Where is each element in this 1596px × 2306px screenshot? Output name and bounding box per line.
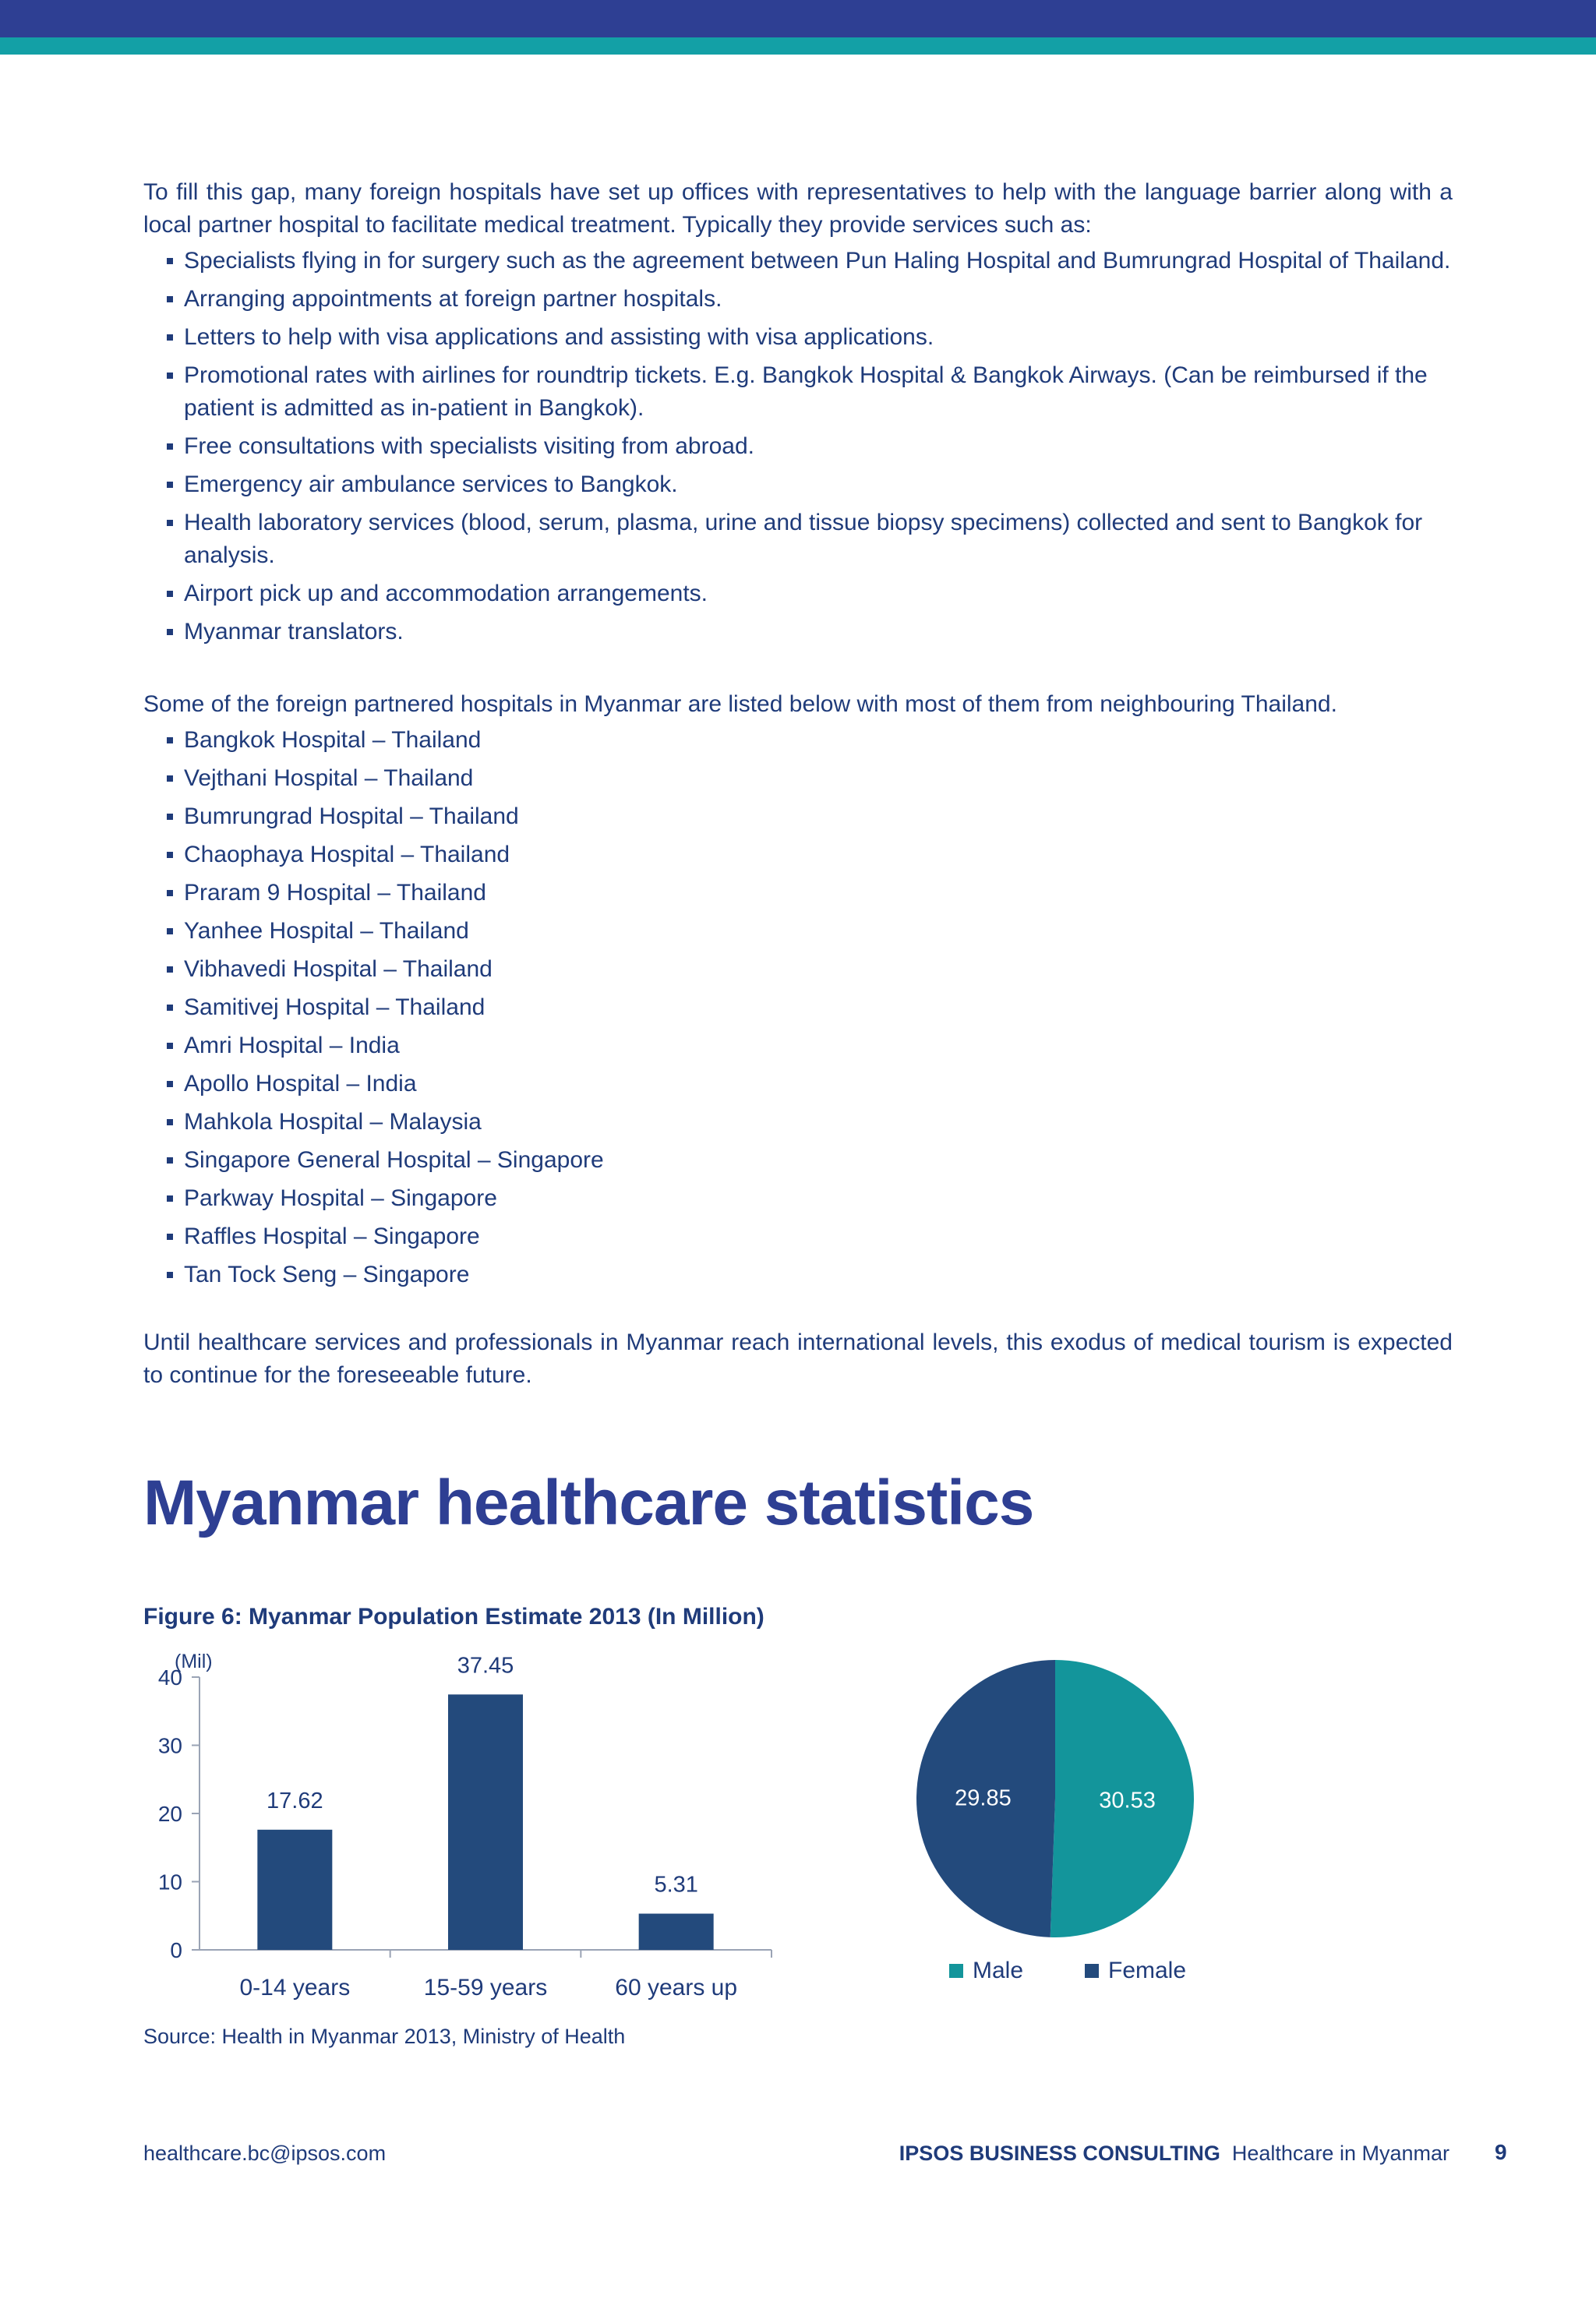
y-tick-label: 40 — [157, 1665, 182, 1690]
bar — [448, 1694, 523, 1950]
source-note: Source: Health in Myanmar 2013, Ministry of Health — [143, 2025, 626, 2048]
header-accent-band — [0, 37, 1596, 55]
legend-label: Female — [1108, 1958, 1187, 1983]
y-tick-label: 20 — [157, 1802, 182, 1826]
bar-value-label: 5.31 — [654, 1872, 698, 1898]
footer-company: IPSOS BUSINESS CONSULTING — [899, 2142, 1220, 2165]
hospitals-intro: Some of the foreign partnered hospitals in Myanmar are listed below with most of them from neighbouring Thailand. — [143, 691, 1337, 717]
hospital-item: Yanhee Hospital – Thailand — [184, 915, 1453, 948]
hospital-item: Vejthani Hospital – Thailand — [184, 762, 1453, 795]
service-item: Free consultations with specialists visiting from abroad. — [184, 430, 1453, 463]
pie-chart-svg — [888, 1644, 1247, 2011]
service-item: Airport pick up and accommodation arrangements. — [184, 577, 1453, 610]
intro-paragraph: To fill this gap, many foreign hospitals have set up offices with representatives to help with the language barrier along with a local partner hospital to facilitate medical treatment. Typically they provide services such as: — [143, 179, 1453, 238]
x-category-label: 0-14 years — [239, 1975, 351, 2001]
service-item: Health laboratory services (blood, serum, plasma, urine and tissue biopsy specimens) collected and sent to Bangkok for analysis. — [184, 507, 1453, 572]
service-item: Promotional rates with airlines for roundtrip tickets. E.g. Bangkok Hospital & Bangkok Airways. (Can be reimbursed if the patient is admitted as in-patient in Bangkok). — [184, 359, 1453, 425]
pie-value-label: 30.53 — [1099, 1788, 1156, 1813]
pie-value-label: 29.85 — [955, 1785, 1012, 1811]
body-content — [143, 176, 1453, 1392]
services-list — [143, 245, 1453, 648]
hospitals-list — [143, 724, 1453, 1291]
y-tick-label: 10 — [157, 1870, 182, 1895]
legend-swatch — [1085, 1964, 1099, 1978]
bar — [639, 1914, 714, 1950]
header-band — [0, 0, 1596, 37]
hospital-item: Praram 9 Hospital – Thailand — [184, 877, 1453, 909]
gender-pie-chart — [888, 1644, 1247, 2011]
hospital-item: Bumrungrad Hospital – Thailand — [184, 800, 1453, 833]
hospital-item: Mahkola Hospital – Malaysia — [184, 1106, 1453, 1139]
hospital-item: Parkway Hospital – Singapore — [184, 1182, 1453, 1215]
bar-value-label: 17.62 — [267, 1788, 323, 1813]
hospital-item: Bangkok Hospital – Thailand — [184, 724, 1453, 757]
y-tick-label: 30 — [157, 1733, 182, 1758]
y-axis-unit-label: (Mil) — [175, 1651, 213, 1672]
service-item: Myanmar translators. — [184, 616, 1453, 648]
hospital-item: Raffles Hospital – Singapore — [184, 1220, 1453, 1253]
hospital-item: Singapore General Hospital – Singapore — [184, 1144, 1453, 1177]
footer-email[interactable]: healthcare.bc@ipsos.com — [143, 2142, 387, 2165]
x-category-label: 60 years up — [615, 1975, 738, 2001]
bar-chart-svg — [143, 1644, 798, 2011]
hospital-item: Chaophaya Hospital – Thailand — [184, 839, 1453, 871]
figure-caption: Figure 6: Myanmar Population Estimate 2013 (In Million) — [143, 1604, 764, 1630]
legend-label: Male — [973, 1958, 1024, 1983]
hospital-item: Apollo Hospital – India — [184, 1068, 1453, 1100]
legend-swatch — [949, 1964, 963, 1978]
hospital-item: Tan Tock Seng – Singapore — [184, 1259, 1453, 1291]
service-item: Letters to help with visa applications and assisting with visa applications. — [184, 321, 1453, 354]
hospital-item: Samitivej Hospital – Thailand — [184, 991, 1453, 1024]
y-tick-label: 0 — [170, 1938, 182, 1962]
hospital-item: Amri Hospital – India — [184, 1029, 1453, 1062]
conclusion-paragraph: Until healthcare services and professionals in Myanmar reach international levels, this exodus of medical tourism is expected to continue for the foreseeable future. — [143, 1330, 1453, 1388]
footer-report-title: Healthcare in Myanmar — [1231, 2142, 1449, 2165]
service-item: Emergency air ambulance services to Bangkok. — [184, 468, 1453, 501]
population-bar-chart — [143, 1644, 798, 2011]
section-title: Myanmar healthcare statistics — [143, 1467, 1034, 1538]
bar — [257, 1830, 332, 1950]
page-number: 9 — [1495, 2140, 1507, 2164]
x-category-label: 15-59 years — [423, 1975, 548, 2001]
service-item: Arranging appointments at foreign partner hospitals. — [184, 283, 1453, 316]
footer-branding — [899, 2142, 1449, 2166]
service-item: Specialists flying in for surgery such as the agreement between Pun Haling Hospital and Bumrungrad Hospital of Thailand. — [184, 245, 1453, 277]
bar-value-label: 37.45 — [457, 1653, 514, 1679]
hospital-item: Vibhavedi Hospital – Thailand — [184, 953, 1453, 986]
